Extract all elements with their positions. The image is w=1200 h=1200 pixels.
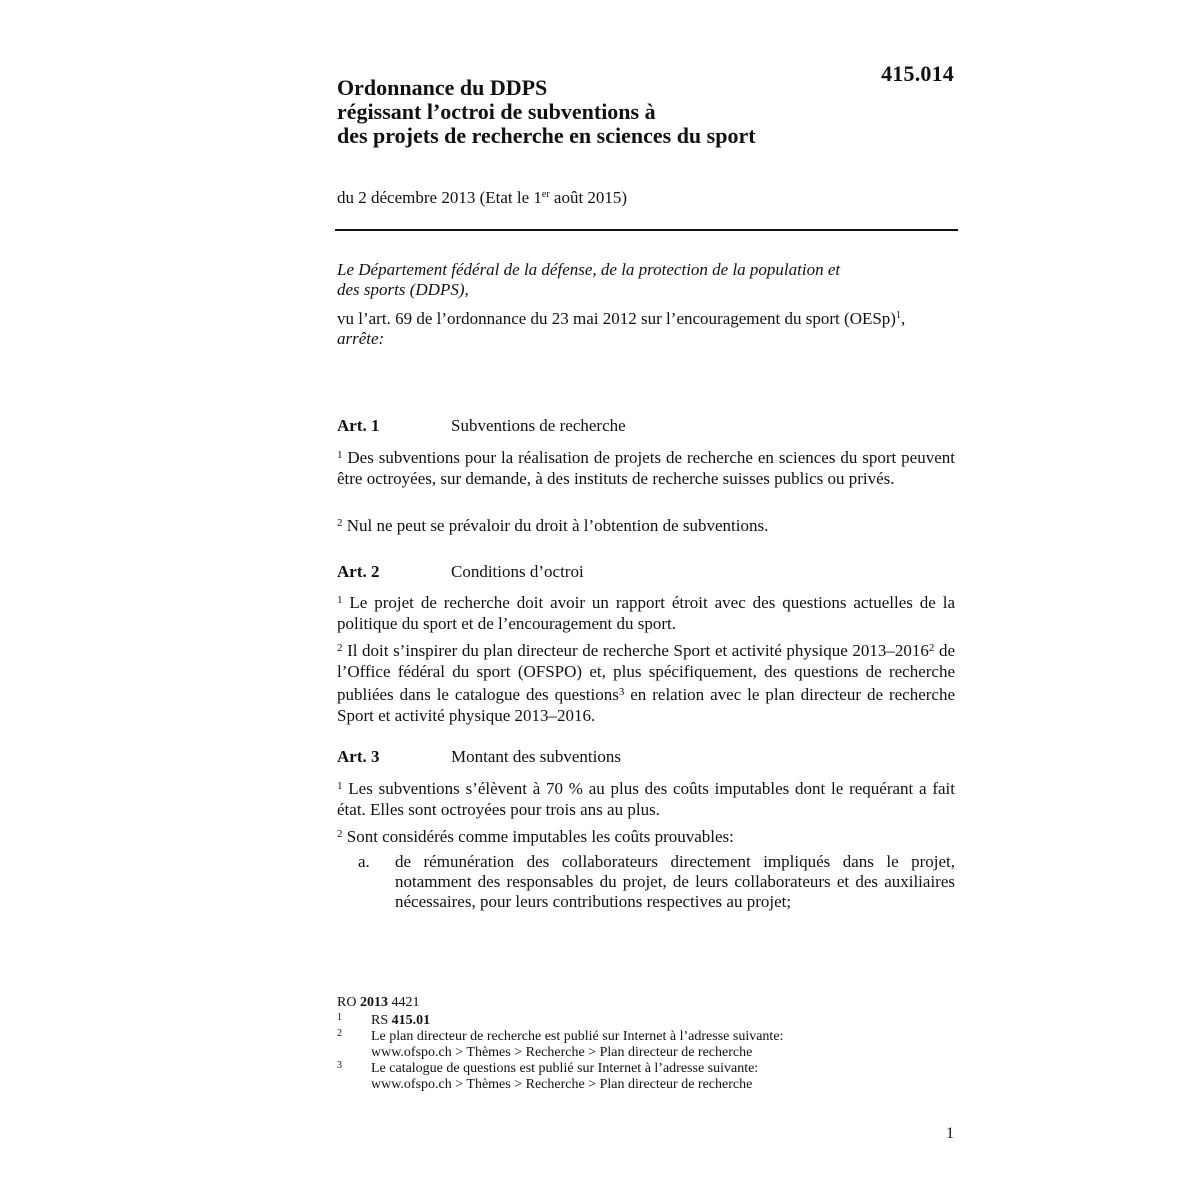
paragraph-text: Il doit s’inspirer du plan directeur de recherche Sport et activité physique 2013–2016 (342, 641, 929, 660)
date-suffix: août 2015) (549, 188, 628, 207)
paragraph-text: Le projet de recherche doit avoir un rapport étroit avec des questions actuelles de la politique du sport et de l’encouragement du sport. (337, 593, 955, 633)
paragraph-text: Les subventions s’élèvent à 70 % au plus des coûts imputables dont le requérant a fait état. Elles sont octroyées pour trois ans au plus. (337, 779, 955, 819)
document-title (337, 76, 857, 148)
article-number: Art. 3 (337, 747, 380, 766)
footnote-ref[interactable]: 1 (895, 310, 901, 321)
footnote (337, 1029, 877, 1061)
paragraph-number: 2 (337, 642, 343, 654)
ro-reference (337, 995, 877, 1011)
paragraph-number: 1 (337, 449, 343, 461)
article-title: Montant des subventions (451, 747, 621, 766)
paragraph (337, 590, 955, 634)
list-marker: a. (358, 852, 370, 871)
paragraph (337, 824, 955, 848)
list-item-text: de rémunération des collaborateurs directement impliqués dans le projet, notamment des responsables du projet, de leurs collaborateurs et des auxiliaires nécessaires, pour leurs contributions respectives au projet; (395, 852, 955, 911)
footnote-ref[interactable]: 3 (618, 686, 625, 698)
ro-year: 2013 (359, 995, 388, 1010)
footnote-number: 3 (337, 1060, 342, 1071)
paragraph (337, 513, 955, 537)
legal-basis-end: , (900, 309, 906, 328)
date-line (337, 188, 627, 208)
article-number: Art. 2 (337, 562, 380, 581)
date-prefix: du 2 décembre 2013 (Etat le 1 (337, 188, 542, 207)
paragraph-number: 2 (337, 517, 343, 529)
article-number: Art. 1 (337, 416, 380, 435)
paragraph (337, 776, 955, 820)
title-line: régissant l’octroi de subventions à (337, 99, 656, 124)
article-title: Conditions d’octroi (451, 562, 584, 581)
header-divider (335, 229, 958, 231)
footnote-link[interactable]: www.ofspo.ch > Thèmes > Recherche > Plan directeur de recherche (371, 1077, 753, 1092)
ro-page: 4421 (387, 995, 420, 1010)
footnote-ref[interactable]: 2 (928, 642, 935, 654)
authority-line: des sports (DDPS), (337, 280, 469, 299)
preamble (337, 260, 957, 349)
article-heading (337, 747, 621, 767)
paragraph-number: 2 (337, 828, 343, 840)
paragraph-text: en relation avec le plan directeur de recherche Sport et activité physique 2013–2016. (337, 685, 955, 725)
paragraph-text: Des subventions pour la réalisation de projets de recherche en sciences du sport peuvent être octroyées, sur demande, à des instituts de recherche suisses publics ou privés. (337, 448, 955, 488)
sr-number: 415.014 (881, 61, 954, 86)
footnote-number: 2 (337, 1028, 342, 1039)
paragraph-text: de l’Office fédéral du sport (OFSPO) et, plus spécifiquement, des questions de recherche publiées dans le catalogue des questions (337, 641, 956, 704)
footnotes (337, 995, 877, 1093)
paragraph-text: Sont considérés comme imputables les coûts prouvables: (342, 827, 734, 846)
footnote-number: 1 (337, 1012, 342, 1023)
footnote-text: Le plan directeur de recherche est publié sur Internet à l’adresse suivante: (371, 1029, 784, 1044)
article-title: Subventions de recherche (451, 416, 626, 435)
list-item (337, 852, 955, 912)
title-line: Ordonnance du DDPS (337, 75, 548, 100)
paragraph-number: 1 (337, 780, 343, 792)
footnote-text: Le catalogue de questions est publié sur Internet à l’adresse suivante: (371, 1061, 759, 1076)
footnote (337, 1013, 877, 1029)
page-number: 1 (946, 1125, 954, 1142)
footnote-text (371, 1013, 877, 1029)
legal-basis (337, 306, 957, 329)
paragraph-number: 1 (337, 594, 343, 606)
footnote-sr[interactable]: 415.01 (391, 1013, 431, 1028)
title-line: des projets de recherche en sciences du sport (337, 123, 756, 148)
paragraph-text: Nul ne peut se prévaloir du droit à l’obtention de subventions. (342, 516, 769, 535)
footnote-prefix: RS (371, 1013, 392, 1028)
date-superscript: er (541, 189, 550, 200)
article-heading (337, 416, 626, 436)
ro-prefix: RO (337, 995, 360, 1010)
article-heading (337, 562, 584, 582)
enacting-formula: arrête: (337, 329, 385, 348)
paragraph (337, 445, 955, 489)
paragraph (337, 638, 955, 726)
authority-line: Le Département fédéral de la défense, de la protection de la population et (337, 260, 841, 279)
legal-basis-text: vu l’art. 69 de l’ordonnance du 23 mai 2012 sur l’encouragement du sport (OESp) (337, 309, 896, 328)
footnote-link[interactable]: www.ofspo.ch > Thèmes > Recherche > Plan directeur de recherche (371, 1045, 753, 1060)
footnote (337, 1061, 877, 1093)
